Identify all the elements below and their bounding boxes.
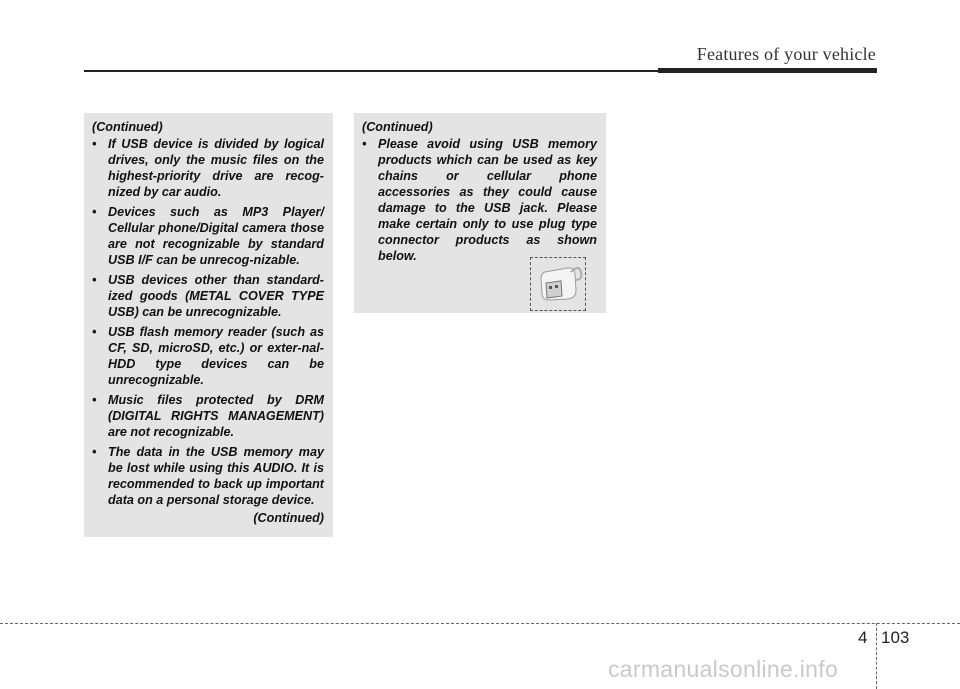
notice-box-right: [354, 113, 606, 313]
list-item: [92, 136, 324, 200]
page-number: 103: [881, 628, 910, 647]
bullet-list: [92, 136, 324, 508]
bullet-icon: •: [362, 137, 367, 151]
continued-label-bottom: (Continued): [253, 511, 324, 525]
footer-rule: [0, 623, 960, 624]
list-item-text: Devices such as MP3 Player/ Cellular phone/Digital camera those are not recognizable by standard USB I/F can be unrecog-nizable.: [108, 205, 324, 267]
chapter-number: 4: [858, 628, 868, 647]
continued-label-top: (Continued): [92, 120, 163, 134]
usb-plug-connector-icon: [530, 257, 586, 311]
list-item: [92, 324, 324, 388]
list-item-text: USB flash memory reader (such as CF, SD, microSD, etc.) or exter-nal-HDD type devices can be unrecognizable.: [108, 325, 324, 387]
list-item-text: USB devices other than standard-ized goods (METAL COVER TYPE USB) can be unrecognizable.: [108, 273, 324, 319]
bullet-icon: •: [92, 393, 97, 407]
watermark-text: carmanualsonline.info: [608, 656, 839, 682]
continued-label-top: (Continued): [362, 120, 433, 134]
header-rule-accent: [658, 68, 877, 73]
list-item-text: If USB device is divided by logical drives, only the music files on the highest-priority drive are recog-nized by car audio.: [108, 137, 324, 199]
list-item: [92, 444, 324, 508]
page-section-title: Features of your vehicle: [696, 44, 876, 64]
bullet-icon: •: [92, 205, 97, 219]
list-item: [92, 392, 324, 440]
notice-box-left: [84, 113, 333, 537]
bullet-list: [362, 136, 597, 264]
footer-divider: [876, 623, 877, 689]
list-item-text: The data in the USB memory may be lost while using this AUDIO. It is recommended to back up important data on a personal storage device.: [108, 445, 324, 507]
bullet-icon: •: [92, 137, 97, 151]
bullet-icon: •: [92, 445, 97, 459]
list-item-text: Please avoid using USB memory products which can be used as key chains or cellular phone accessories as they could cause damage to the USB jack. Please make certain only to use plug type connector products as shown below.: [378, 137, 597, 263]
list-item: [92, 272, 324, 320]
list-item-text: Music files protected by DRM (DIGITAL RIGHTS MANAGEMENT) are not recognizable.: [108, 393, 324, 439]
header-rule: [84, 70, 658, 72]
bullet-icon: •: [92, 273, 97, 287]
list-item: [92, 204, 324, 268]
bullet-icon: •: [92, 325, 97, 339]
list-item: [362, 136, 597, 264]
